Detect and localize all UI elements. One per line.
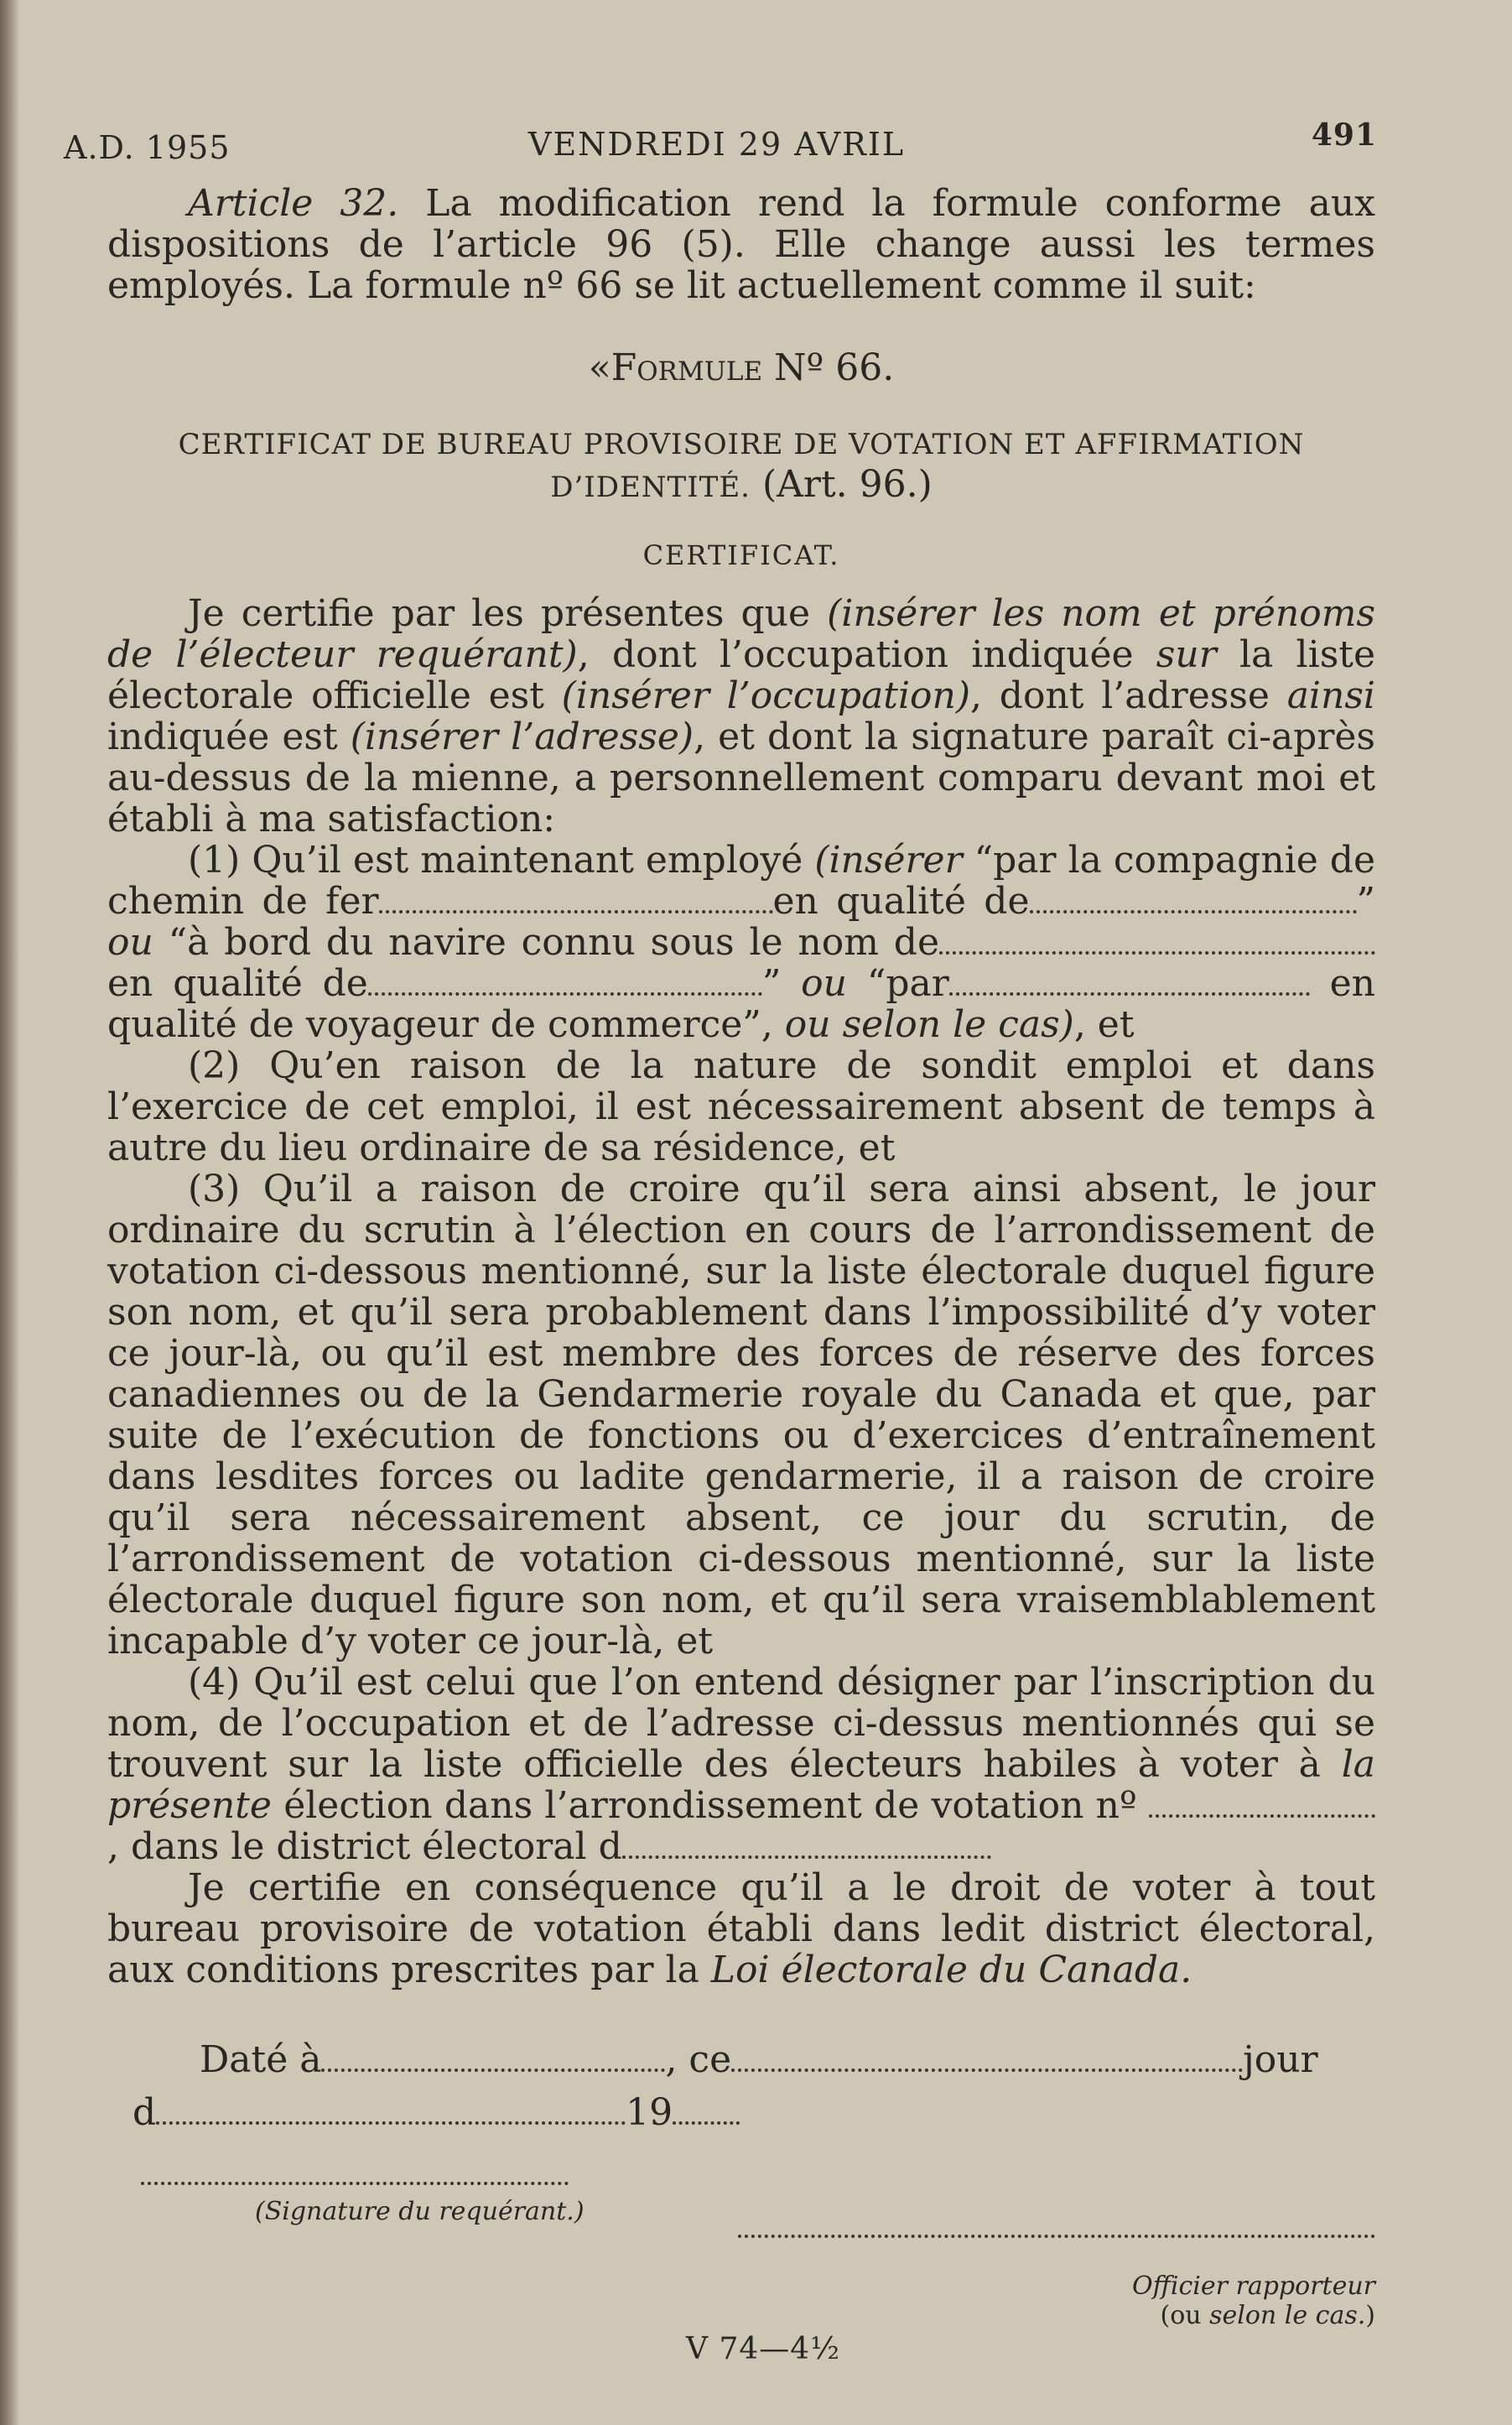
binding-shadow <box>0 0 18 2425</box>
blank-day <box>731 2058 1243 2072</box>
p2-italic: ou selon le cas) <box>784 1003 1074 1046</box>
p1-text: , dont l’occupation indiquée <box>577 633 1156 676</box>
paragraph-4-identity <box>107 1662 1375 1867</box>
blank-month <box>156 2111 626 2125</box>
p1-italic: sur <box>1156 633 1217 676</box>
paragraph-certify <box>107 593 1375 840</box>
p2-text: en qualité de <box>107 962 368 1005</box>
p5-text: , dans le district électoral d <box>107 1825 622 1868</box>
running-header <box>64 117 1377 176</box>
p2-text: “par la compagnie de chemin de fer <box>107 839 1375 923</box>
certificate-title <box>107 424 1375 507</box>
p5-text: élection dans l’arrondissement de votation nº <box>271 1784 1137 1827</box>
p1-italic: ainsi <box>1286 674 1375 717</box>
certificate-subtitle: CERTIFICAT. <box>642 539 840 571</box>
p1-text: , et dont la signature paraît ci-après au-dessus de la mienne, a personnellement comparu devant moi et établi à ma satisfaction: <box>107 716 1375 840</box>
date-jour: jour <box>1243 2038 1318 2081</box>
p2-italic: (insérer <box>814 839 963 882</box>
blank-employer <box>949 982 1310 996</box>
paragraph-2-absence: (2) Qu’en raison de la nature de sondit emploi et dans l’exercice de cet emploi, il est nécessairement absent de temps à autre du lieu ordinaire de sa résidence, et <box>107 1044 1375 1169</box>
intro-paragraph <box>107 183 1375 306</box>
p6-law-title: Loi électorale du Canada. <box>710 1949 1192 1991</box>
certificate-title-main: CERTIFICAT DE BUREAU PROVISOIRE DE VOTATION ET AFFIRMATION D’IDENTITÉ. <box>178 428 1305 504</box>
signature-block <box>107 2177 1375 2226</box>
officer-title: Officier rapporteur <box>1132 2271 1375 2301</box>
p2-italic: ou <box>801 962 847 1005</box>
date-month-label: d <box>132 2091 157 2134</box>
p2-italic: ou <box>107 921 153 964</box>
blank-place <box>321 2058 665 2072</box>
date-line-2 <box>107 2092 1375 2133</box>
p1-text: Je certifie par les présentes que <box>188 592 828 635</box>
p2-text: “par <box>847 962 949 1005</box>
formule-open-quote: « <box>588 346 611 389</box>
officer-signature-line <box>738 2231 1375 2238</box>
p1-text: la liste électorale officielle est <box>107 633 1375 717</box>
p2-text: ” <box>761 962 802 1005</box>
header-year: A.D. 1955 <box>64 129 231 166</box>
p1-text: indiquée est <box>107 716 351 758</box>
p2-text: en qualité de voyageur de commerce”, <box>107 962 1375 1046</box>
p5-italic: la présente <box>107 1743 1375 1827</box>
intro-text: La modification rend la formule conforme aux dispositions de l’article 96 (5). Elle change aussi les termes employés. La formule nº 66 se lit actuellement comme il suit: <box>107 182 1375 307</box>
p6-text: Je certifie en conséquence qu’il a le droit de voter à tout bureau provisoire de votation établi dans ledit district électoral, aux conditions prescrites par la <box>107 1866 1375 1991</box>
signature-line <box>141 2177 569 2185</box>
certificate-article-ref: (Art. 96.) <box>750 463 933 506</box>
blank-year <box>673 2111 740 2125</box>
p2-text: , et <box>1073 1003 1135 1046</box>
p1-insert-name: (insérer les nom et prénoms de l’électeur requérant) <box>107 592 1375 676</box>
officer-paren-open: (ou <box>1160 2301 1210 2330</box>
signature-mark: V 74—4½ <box>686 2332 841 2366</box>
formule-title: Formule Nº 66. <box>611 346 895 389</box>
formule-heading <box>107 346 1375 389</box>
paragraph-1-employment <box>107 840 1375 1045</box>
date-line <box>107 2039 1375 2080</box>
p2-text: ” <box>1356 880 1375 923</box>
blank-railway <box>379 900 773 913</box>
p1-text: , dont l’adresse <box>970 674 1287 717</box>
blank-poll-number <box>1149 1804 1375 1818</box>
officer-paren-close: ) <box>1365 2301 1375 2330</box>
p5-text: (4) Qu’il est celui que l’on entend désigner par l’inscription du nom, de l’occupation et de l’adresse ci-dessus mentionnés qui se trouvent sur la liste officielle des électeurs habiles à voter à <box>107 1661 1375 1786</box>
p1-insert-occupation: (insérer l’occupation) <box>561 674 971 717</box>
date-day-label: , ce <box>665 2038 732 2081</box>
paragraph-conclusion <box>107 1867 1375 1990</box>
paragraph-3-election-day: (3) Qu’il a raison de croire qu’il sera ainsi absent, le jour ordinaire du scrutin à l’élection en cours de l’arrondissement de votation ci-dessous mentionné, sur la liste électorale duquel figure son nom, et qu’il sera probablement dans l’impossibilité d’y voter ce jour-là, ou qu’il est membre des forces de réserve des forces canadiennes ou de la Gendarmerie royale du Canada et que, par suite de l’exécution de fonctions ou d’exercices d’entraînement dans lesdites forces ou ladite gendarmerie, il a raison de croire qu’il sera nécessairement absent, ce jour du scrutin, de l’arrondissement de votation ci-dessous mentionné, sur la liste électorale duquel figure son nom, et qu’il sera vraisemblablement incapable d’y voter ce jour-là, et <box>107 1168 1375 1663</box>
blank-ship <box>939 941 1375 955</box>
date-year-label: 19 <box>626 2091 673 2134</box>
blank-district <box>622 1845 991 1859</box>
p2-text: (1) Qu’il est maintenant employé <box>188 839 815 882</box>
officer-alt-title <box>738 2301 1375 2330</box>
article-label: Article 32. <box>188 182 399 225</box>
p2-text: en qualité de <box>772 880 1030 923</box>
header-date: VENDREDI 29 AVRIL <box>528 126 906 163</box>
blank-capacity-2 <box>368 982 762 996</box>
blank-capacity <box>1030 900 1357 913</box>
p1-insert-address: (insérer l’adresse) <box>350 716 694 758</box>
officer-signature-block <box>738 2231 1375 2330</box>
document-page <box>64 117 1377 2382</box>
page-number: 491 <box>1311 117 1377 153</box>
signature-caption: (Signature du requérant.) <box>255 2197 585 2226</box>
p2-text: “à bord du navire connu sous le nom de <box>153 921 939 964</box>
date-place-label: Daté à <box>200 2038 322 2081</box>
officer-paren-italic: selon le cas. <box>1209 2301 1366 2330</box>
